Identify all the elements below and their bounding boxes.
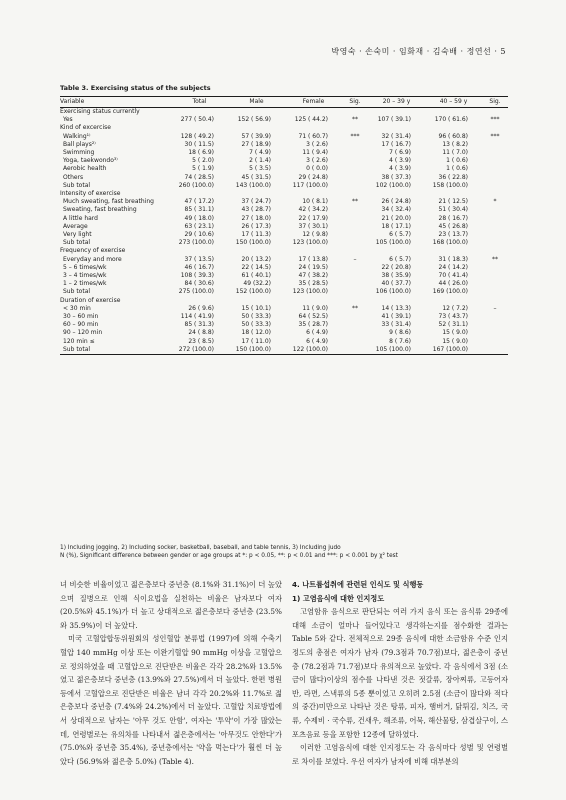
row-label: Very light bbox=[63, 231, 92, 239]
value-cell: 125 ( 44.2) bbox=[294, 116, 328, 124]
value-cell: 28 ( 16.7) bbox=[438, 214, 468, 222]
value-cell bbox=[425, 124, 482, 132]
sig-cell bbox=[342, 141, 368, 149]
row-label: 1 – 2 times/wk bbox=[63, 280, 107, 288]
sig-cell bbox=[342, 346, 368, 355]
table-section-row bbox=[60, 108, 508, 117]
sig-cell bbox=[342, 313, 368, 321]
value-cell: 7 ( 6.9) bbox=[389, 149, 411, 157]
subsection-heading: 1) 고염음식에 대한 인지정도 bbox=[292, 593, 385, 603]
value-cell: 6 ( 4.9) bbox=[306, 329, 328, 337]
value-cell: 11 ( 9.4) bbox=[302, 149, 328, 157]
sig-cell bbox=[482, 239, 508, 247]
sig-cell bbox=[482, 272, 508, 280]
value-cell bbox=[425, 108, 482, 117]
value-cell: 169 (100.0) bbox=[432, 288, 468, 296]
sig-cell bbox=[482, 346, 508, 355]
value-cell: 105 (100.0) bbox=[375, 345, 411, 353]
value-cell bbox=[171, 190, 228, 198]
value-cell: 277 ( 50.4) bbox=[180, 116, 214, 124]
table-section-row bbox=[60, 190, 508, 198]
value-cell: 26 ( 24.8) bbox=[381, 198, 411, 206]
sig-cell bbox=[342, 247, 368, 255]
sig-cell bbox=[342, 239, 368, 247]
table-row bbox=[60, 165, 508, 173]
row-label: Yoga, taekwondo³⁾ bbox=[63, 157, 118, 165]
value-cell: 52 ( 31.1) bbox=[438, 321, 468, 329]
value-cell: 3 ( 2.6) bbox=[306, 140, 328, 148]
footnote-1: 1) Including jogging, 2) Including socker, basketball, baseball, and table tennis, 3) Including judo bbox=[60, 545, 341, 551]
sig-cell bbox=[342, 297, 368, 305]
value-cell: 122 (100.0) bbox=[292, 345, 328, 353]
value-cell bbox=[285, 247, 342, 255]
value-cell bbox=[425, 247, 482, 255]
value-cell bbox=[171, 247, 228, 255]
value-cell: 7 ( 4.9) bbox=[249, 149, 271, 157]
value-cell: 29 ( 10.6) bbox=[184, 231, 214, 239]
value-cell: 8 ( 7.6) bbox=[389, 337, 411, 345]
value-cell: 27 ( 18.0) bbox=[241, 214, 271, 222]
value-cell: 85 ( 31.1) bbox=[184, 206, 214, 214]
value-cell: 20 ( 13.2) bbox=[241, 255, 271, 263]
value-cell: 33 ( 31.4) bbox=[381, 321, 411, 329]
sig-cell bbox=[342, 190, 368, 198]
row-label: Everyday and more bbox=[63, 255, 122, 263]
value-cell: 5 ( 1.9) bbox=[192, 165, 214, 173]
value-cell: 15 ( 9.0) bbox=[442, 337, 468, 345]
value-cell: 275 (100.0) bbox=[178, 288, 214, 296]
sig-cell bbox=[482, 124, 508, 132]
running-header: 박영숙 · 손숙미 · 임화재 · 김숙배 · 정연선 · 5 bbox=[331, 47, 506, 56]
value-cell: 170 ( 61.6) bbox=[434, 116, 468, 124]
value-cell: 38 ( 37.3) bbox=[381, 173, 411, 181]
col-header-age-40-59: 40 – 59 y bbox=[439, 97, 468, 105]
row-label: 90 – 120 min bbox=[63, 329, 103, 337]
value-cell: 26 ( 17.3) bbox=[241, 222, 271, 230]
row-label: Sub total bbox=[63, 181, 91, 189]
value-cell: 38 ( 35.9) bbox=[381, 272, 411, 280]
value-cell: 35 ( 28.5) bbox=[298, 280, 328, 288]
value-cell: 96 ( 60.8) bbox=[438, 132, 468, 140]
value-cell: 44 ( 26.0) bbox=[438, 280, 468, 288]
sig-cell: *** bbox=[490, 132, 500, 140]
col-header-variable: Variable bbox=[60, 97, 85, 105]
value-cell bbox=[171, 124, 228, 132]
value-cell: 260 (100.0) bbox=[178, 181, 214, 189]
sig-cell bbox=[342, 321, 368, 329]
row-label: Others bbox=[63, 173, 84, 181]
value-cell: 50 ( 33.3) bbox=[241, 313, 271, 321]
table-row bbox=[60, 174, 508, 182]
value-cell: 152 ( 56.9) bbox=[237, 116, 271, 124]
table-row bbox=[60, 321, 508, 329]
value-cell: 5 ( 2.0) bbox=[192, 157, 214, 165]
value-cell: 158 (100.0) bbox=[432, 181, 468, 189]
value-cell: 152 (100.0) bbox=[235, 288, 271, 296]
value-cell: 23 ( 13.7) bbox=[438, 231, 468, 239]
table-row bbox=[60, 338, 508, 346]
sig-cell bbox=[482, 190, 508, 198]
row-label: 5 – 6 times/wk bbox=[63, 263, 107, 271]
row-label: Intensity of exercise bbox=[60, 190, 121, 198]
sig-cell bbox=[482, 223, 508, 231]
value-cell: 17 ( 13.8) bbox=[298, 255, 328, 263]
sig-cell bbox=[482, 206, 508, 214]
paragraph: 미국 고혈압합동위원회의 성인혈압 분류법 (1997)에 의해 수축기혈압 140 mmHg 이상 또는 이완기혈압 90 mmHg 이상을 고혈압으로 정의하였을 때 고혈압으로 진단받은 비율은 각각 28.2%와 13.5%였고 젊은층보다 중년층 (13.9%와 27.5%)에서 더 높았다. 한편 병원 등에서 고혈압으로 진단받은 비율은 남녀 각각 20.2%와 11.7%로 젊은층보다 중년층 (7.4%와 24.2%)에서 더 높았다. 고혈압 치료방법에서 상대적으로 남자는 '아무 것도 안함', 여자는 '투약'이 가장 많았는데, 연령별로는 유의차를 나타내서 젊은층에서는 '아무것도 안한다'가 (75.0%와 중년층 35.4%), 중년층에서는 '약을 먹는다'가 훨씬 더 높았다 (56.9%와 젊은층 5.0%) (Table 4). bbox=[60, 634, 282, 766]
value-cell: 1 ( 0.6) bbox=[446, 165, 468, 173]
value-cell bbox=[368, 124, 425, 132]
value-cell: 84 ( 30.6) bbox=[184, 280, 214, 288]
value-cell: 143 (100.0) bbox=[235, 181, 271, 189]
value-cell bbox=[228, 108, 285, 117]
sig-cell bbox=[342, 182, 368, 190]
value-cell: 85 ( 31.3) bbox=[184, 321, 214, 329]
value-cell: 12 ( 9.8) bbox=[302, 231, 328, 239]
table-row bbox=[60, 182, 508, 190]
value-cell: 32 ( 31.4) bbox=[381, 132, 411, 140]
value-cell bbox=[171, 108, 228, 117]
value-cell: 5 ( 3.5) bbox=[249, 165, 271, 173]
sig-cell bbox=[342, 108, 368, 117]
value-cell: 18 ( 6.9) bbox=[188, 149, 214, 157]
value-cell: 24 ( 8.8) bbox=[188, 329, 214, 337]
value-cell: 2 ( 1.4) bbox=[249, 157, 271, 165]
value-cell: 4 ( 3.9) bbox=[389, 165, 411, 173]
col-header-age-20-39: 20 – 39 y bbox=[382, 97, 411, 105]
table-section-row bbox=[60, 297, 508, 305]
body-column-right bbox=[292, 578, 508, 768]
sig-cell bbox=[482, 288, 508, 296]
sig-cell bbox=[482, 165, 508, 173]
row-label: Duration of exercise bbox=[60, 296, 121, 304]
value-cell: 14 ( 13.3) bbox=[381, 304, 411, 312]
row-label: Average bbox=[63, 222, 88, 230]
value-cell: 123 (100.0) bbox=[292, 288, 328, 296]
sig-cell bbox=[342, 272, 368, 280]
table-row bbox=[60, 215, 508, 223]
value-cell: 6 ( 5.7) bbox=[389, 255, 411, 263]
sig-cell bbox=[342, 206, 368, 214]
paragraph: 녀 비슷한 비율이었고 젊은층보다 중년층 (8.1%와 31.1%)이 더 높았으며 질병으로 인해 식이요법을 실천하는 비율은 남자보다 여자 (20.5%와 45.1%)가 더 높고 상대적으로 젊은층보다 중년층 (23.5%와 35.9%)이 더 높았다. bbox=[60, 580, 282, 630]
value-cell: 9 ( 8.6) bbox=[389, 329, 411, 337]
value-cell: 11 ( 9.0) bbox=[302, 304, 328, 312]
value-cell: 273 (100.0) bbox=[178, 239, 214, 247]
value-cell bbox=[285, 108, 342, 117]
value-cell: 46 ( 16.7) bbox=[184, 263, 214, 271]
sig-cell bbox=[342, 338, 368, 346]
sig-cell bbox=[482, 108, 508, 117]
table-row bbox=[60, 305, 508, 313]
table-row bbox=[60, 329, 508, 337]
value-cell bbox=[228, 297, 285, 305]
col-header-male: Male bbox=[249, 97, 264, 105]
value-cell: 37 ( 30.1) bbox=[298, 222, 328, 230]
value-cell: 40 ( 37.7) bbox=[381, 280, 411, 288]
sig-cell: – bbox=[353, 255, 357, 263]
row-label: Ball plays²⁾ bbox=[63, 140, 96, 148]
value-cell: 4 ( 3.9) bbox=[389, 157, 411, 165]
row-label: Walking¹⁾ bbox=[63, 132, 91, 140]
value-cell: 47 ( 17.2) bbox=[184, 198, 214, 206]
table-row bbox=[60, 313, 508, 321]
row-label: 30 – 60 min bbox=[63, 313, 99, 321]
sig-cell bbox=[482, 329, 508, 337]
value-cell: 43 ( 28.7) bbox=[241, 206, 271, 214]
value-cell: 107 ( 39.1) bbox=[377, 116, 411, 124]
value-cell: 51 ( 30.4) bbox=[438, 206, 468, 214]
table-row bbox=[60, 206, 508, 214]
sig-cell: ** bbox=[492, 255, 498, 263]
sig-cell bbox=[482, 231, 508, 239]
value-cell bbox=[228, 124, 285, 132]
row-label: Sub total bbox=[63, 288, 91, 296]
value-cell bbox=[171, 297, 228, 305]
table-row bbox=[60, 264, 508, 272]
value-cell: 11 ( 7.0) bbox=[442, 149, 468, 157]
value-cell: 10 ( 8.1) bbox=[302, 198, 328, 206]
value-cell: 73 ( 43.7) bbox=[438, 313, 468, 321]
value-cell: 17 ( 11.0) bbox=[241, 337, 271, 345]
sig-cell: ** bbox=[352, 304, 358, 312]
table-row bbox=[60, 231, 508, 239]
value-cell bbox=[285, 190, 342, 198]
value-cell: 61 ( 40.1) bbox=[241, 272, 271, 280]
value-cell: 74 ( 28.5) bbox=[184, 173, 214, 181]
sig-cell bbox=[342, 264, 368, 272]
sig-cell bbox=[482, 338, 508, 346]
paragraph: 이러한 고염음식에 대한 인지정도는 각 음식마다 성별 및 연령별로 차이를 보였다. 우선 여자가 남자에 비해 대부분의 bbox=[292, 743, 508, 766]
value-cell: 167 (100.0) bbox=[432, 345, 468, 353]
table-row bbox=[60, 239, 508, 247]
row-label: A little hard bbox=[63, 214, 98, 222]
value-cell: 26 ( 9.6) bbox=[188, 304, 214, 312]
table-section-row bbox=[60, 124, 508, 132]
table-row bbox=[60, 157, 508, 165]
sig-cell bbox=[342, 157, 368, 165]
sig-cell bbox=[342, 215, 368, 223]
sig-cell bbox=[482, 264, 508, 272]
value-cell: 22 ( 17.9) bbox=[298, 214, 328, 222]
sig-cell bbox=[342, 149, 368, 157]
sig-cell bbox=[342, 124, 368, 132]
sig-cell: ** bbox=[352, 116, 358, 124]
table-section-row bbox=[60, 247, 508, 255]
row-label: Sub total bbox=[63, 239, 91, 247]
value-cell: 37 ( 24.7) bbox=[241, 198, 271, 206]
value-cell: 123 (100.0) bbox=[292, 239, 328, 247]
value-cell: 114 ( 41.9) bbox=[180, 313, 214, 321]
row-label: 120 min ≤ bbox=[63, 337, 95, 345]
value-cell bbox=[368, 108, 425, 117]
value-cell: 150 (100.0) bbox=[235, 345, 271, 353]
sig-cell bbox=[482, 321, 508, 329]
value-cell bbox=[285, 124, 342, 132]
value-cell: 49 ( 18.0) bbox=[184, 214, 214, 222]
col-header-total: Total bbox=[192, 97, 207, 105]
value-cell: 108 ( 39.3) bbox=[180, 272, 214, 280]
value-cell: 70 ( 41.4) bbox=[438, 272, 468, 280]
value-cell bbox=[425, 190, 482, 198]
row-label: Swimming bbox=[63, 149, 95, 157]
row-label: < 30 min bbox=[63, 304, 91, 312]
value-cell: 24 ( 14.2) bbox=[438, 263, 468, 271]
row-label: Much sweating, fast breathing bbox=[63, 198, 154, 206]
table-row bbox=[60, 288, 508, 296]
value-cell: 21 ( 20.0) bbox=[381, 214, 411, 222]
value-cell bbox=[425, 297, 482, 305]
value-cell: 12 ( 7.2) bbox=[442, 304, 468, 312]
sig-cell bbox=[482, 280, 508, 288]
value-cell: 18 ( 12.0) bbox=[241, 329, 271, 337]
value-cell: 63 ( 23.1) bbox=[184, 222, 214, 230]
value-cell: 30 ( 11.5) bbox=[184, 140, 214, 148]
row-label: Aerobic health bbox=[63, 165, 107, 173]
paragraph: 고염함유 음식으로 판단되는 여러 가지 음식 또는 음식류 29종에 대해 소금이 얼마나 들어있다고 생각하는지를 점수화한 결과는 Table 5와 같다. 전체적으로 29종 음식에 대한 소금함유 수준 인지정도의 총점은 여자가 남자 (79.3점과 70.7점)보다, 젊은층이 중년층 (78.2점과 71.7점)보다 유의적으로 높았다. 각 음식에서 3점 (소금이 많다)이상의 점수를 나타낸 것은 젓갈류, 장아찌류, 고등어자반, 라면, 스낵류의 5종 뿐이었고 오히려 2.5점 (소금이 많다와 적다의 중간)미만으로 나타난 것은 탕류, 피자, 햄버거, 닭튀김, 치즈, 국류, 수제비 · 국수류, 건새우, 해조류, 어묵, 해산물탕, 삼겹살구이, 스포츠음료 등을 포함한 12종에 달하였다. bbox=[292, 607, 508, 739]
row-label: Frequency of exercise bbox=[60, 247, 126, 255]
table-row bbox=[60, 133, 508, 141]
value-cell: 102 (100.0) bbox=[375, 181, 411, 189]
row-label: 3 – 4 times/wk bbox=[63, 272, 107, 280]
sig-cell bbox=[482, 313, 508, 321]
value-cell: 64 ( 52.5) bbox=[298, 313, 328, 321]
value-cell: 50 ( 33.3) bbox=[241, 321, 271, 329]
table-row bbox=[60, 198, 508, 206]
value-cell: 13 ( 8.2) bbox=[442, 140, 468, 148]
value-cell: 29 ( 24.8) bbox=[298, 173, 328, 181]
sig-cell bbox=[342, 288, 368, 296]
value-cell: 15 ( 10.1) bbox=[241, 304, 271, 312]
body-column-left bbox=[60, 578, 282, 768]
value-cell: 71 ( 60.7) bbox=[298, 132, 328, 140]
value-cell: 3 ( 2.6) bbox=[306, 157, 328, 165]
value-cell: 6 ( 4.9) bbox=[306, 337, 328, 345]
table-footnotes bbox=[60, 544, 398, 560]
value-cell: 21 ( 12.5) bbox=[438, 198, 468, 206]
table-row bbox=[60, 116, 508, 124]
sig-cell bbox=[482, 157, 508, 165]
value-cell: 49 (32.2) bbox=[243, 280, 271, 288]
value-cell: 117 (100.0) bbox=[292, 181, 328, 189]
value-cell: 0 ( 0.0) bbox=[306, 165, 328, 173]
value-cell: 41 ( 39.1) bbox=[381, 313, 411, 321]
table-header-row bbox=[60, 97, 508, 108]
value-cell: 37 ( 13.5) bbox=[184, 255, 214, 263]
value-cell: 1 ( 0.6) bbox=[446, 157, 468, 165]
sig-cell bbox=[482, 215, 508, 223]
value-cell bbox=[368, 297, 425, 305]
value-cell bbox=[368, 247, 425, 255]
value-cell: 106 (100.0) bbox=[375, 288, 411, 296]
row-label: Exercising status currently bbox=[60, 108, 140, 115]
value-cell: 45 ( 26.8) bbox=[438, 222, 468, 230]
table-row bbox=[60, 280, 508, 288]
value-cell: 24 ( 19.5) bbox=[298, 263, 328, 271]
sig-cell bbox=[342, 223, 368, 231]
table-row bbox=[60, 141, 508, 149]
value-cell: 57 ( 39.9) bbox=[241, 132, 271, 140]
value-cell: 168 (100.0) bbox=[432, 239, 468, 247]
sig-cell: – bbox=[493, 304, 497, 312]
value-cell bbox=[228, 190, 285, 198]
value-cell: 22 ( 14.5) bbox=[241, 263, 271, 271]
value-cell bbox=[285, 297, 342, 305]
value-cell: 45 ( 31.5) bbox=[241, 173, 271, 181]
value-cell: 17 ( 11.3) bbox=[241, 231, 271, 239]
sig-cell: *** bbox=[350, 132, 360, 140]
sig-cell bbox=[482, 182, 508, 190]
col-header-female: Female bbox=[302, 97, 325, 105]
col-header-sig-age: Sig. bbox=[489, 97, 501, 105]
row-label: Yes bbox=[63, 116, 73, 124]
row-label: Sweating, fast breathing bbox=[63, 206, 137, 214]
footnote-2: N (%), Significant difference between gender or age groups at *: p < 0.05, **: p < 0.01 and ***: p < 0.001 by χ² test bbox=[60, 553, 398, 559]
sig-cell bbox=[342, 280, 368, 288]
value-cell: 31 ( 18.3) bbox=[438, 255, 468, 263]
section-heading: 4. 나트륨섭취에 관련된 인식도 및 식행동 bbox=[292, 580, 424, 589]
table-row bbox=[60, 272, 508, 280]
value-cell: 150 (100.0) bbox=[235, 239, 271, 247]
sig-cell bbox=[482, 149, 508, 157]
table-row bbox=[60, 256, 508, 264]
sig-cell bbox=[342, 165, 368, 173]
sig-cell bbox=[342, 329, 368, 337]
value-cell: 18 ( 17.1) bbox=[381, 222, 411, 230]
value-cell: 47 ( 38.2) bbox=[298, 272, 328, 280]
value-cell: 42 ( 34.2) bbox=[298, 206, 328, 214]
value-cell: 15 ( 9.0) bbox=[442, 329, 468, 337]
row-label: Kind of excercise bbox=[60, 124, 111, 132]
value-cell: 128 ( 49.2) bbox=[180, 132, 214, 140]
value-cell: 6 ( 5.7) bbox=[389, 231, 411, 239]
sig-cell bbox=[482, 297, 508, 305]
value-cell: 23 ( 8.5) bbox=[188, 337, 214, 345]
value-cell: 36 ( 22.8) bbox=[438, 173, 468, 181]
sig-cell bbox=[482, 141, 508, 149]
value-cell: 35 ( 28.7) bbox=[298, 321, 328, 329]
exercise-status-table bbox=[60, 96, 508, 355]
value-cell: 105 (100.0) bbox=[375, 239, 411, 247]
row-label: Sub total bbox=[63, 345, 91, 353]
sig-cell bbox=[342, 231, 368, 239]
value-cell: 27 ( 18.9) bbox=[241, 140, 271, 148]
table-caption: Table 3. Exercising status of the subjects bbox=[60, 84, 211, 92]
table-row bbox=[60, 149, 508, 157]
table-row bbox=[60, 223, 508, 231]
sig-cell bbox=[482, 174, 508, 182]
value-cell: 272 (100.0) bbox=[178, 345, 214, 353]
row-label: 60 – 90 min bbox=[63, 321, 99, 329]
value-cell bbox=[368, 190, 425, 198]
col-header-sig-gender: Sig. bbox=[349, 97, 361, 105]
value-cell: 17 ( 16.7) bbox=[381, 140, 411, 148]
table-row bbox=[60, 346, 508, 355]
sig-cell bbox=[482, 247, 508, 255]
sig-cell: ** bbox=[352, 198, 358, 206]
value-cell: 34 ( 32.4) bbox=[381, 206, 411, 214]
value-cell: 22 ( 20.8) bbox=[381, 263, 411, 271]
sig-cell: *** bbox=[490, 116, 500, 124]
sig-cell: * bbox=[493, 198, 497, 206]
value-cell bbox=[228, 247, 285, 255]
sig-cell bbox=[342, 174, 368, 182]
